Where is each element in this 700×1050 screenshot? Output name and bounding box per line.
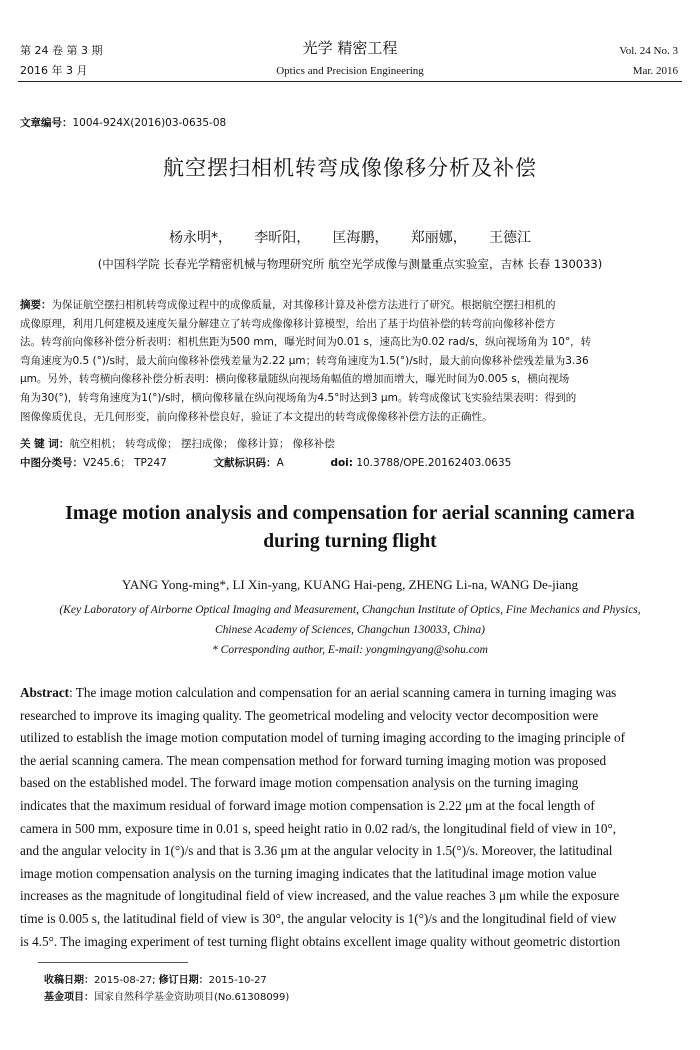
abstract-en-line: image motion compensation analysis on the turning imaging indicates that the latitudinal image motion value: [20, 865, 597, 881]
clc-label: 中图分类号：: [20, 457, 83, 469]
article-number: [20, 116, 226, 130]
article-number-label: 文章编号：: [20, 117, 73, 129]
affiliation-cn: (中国科学院 长春光学精密机械与物理研究所 航空光学成像与测量重点实验室，吉林 长春 130033): [97, 257, 603, 271]
doi-value: 10.3788/OPE.20162403.0635: [356, 457, 512, 469]
footnote-fund: [44, 990, 289, 1006]
classification-line: [20, 455, 680, 471]
keywords-label: 关 键 词：: [20, 438, 70, 450]
revised-value: 2015-10-27: [208, 975, 267, 986]
authors-en: YANG Yong-ming*, LI Xin-yang, KUANG Hai-peng, ZHENG Li-na, WANG De-jiang: [121, 577, 579, 592]
title-en-line-2: during turning flight: [263, 531, 437, 552]
fund-value: 国家自然科学基金资助项目(No.61308099): [94, 992, 290, 1003]
affiliation-en: [0, 600, 700, 660]
abstract-en-line: and the angular velocity in 1(°)/s and that is 3.36 μm at the angular velocity in 1.5(°)/s. Moreover, the latitudinal: [20, 843, 613, 859]
fund-label: 基金项目：: [44, 992, 94, 1003]
received-value: 2015-08-27;: [94, 975, 156, 986]
journal-title-en: Optics and Precision Engineering: [276, 65, 424, 77]
abstract-en: [20, 682, 680, 953]
abstract-cn-line: 弯角速度为0.5 (°)/s时，最大前向像移补偿残差量为2.22 μm；转弯角速度为1.5(°)/s时，最大前向像移补偿残差量为3.36: [20, 354, 589, 367]
abstract-cn-label: 摘要：: [20, 299, 52, 311]
abstract-cn: [20, 296, 680, 426]
affiliation-en-line-2: Chinese Academy of Sciences, Changchun 130033, China): [215, 624, 485, 636]
header-date-en: Mar. 2016: [632, 65, 678, 77]
header-volume-issue-en: Vol. 24 No. 3: [619, 45, 678, 57]
abstract-en-line: time is 0.005 s, the latitudinal field of view is 30°, the angular velocity is 1(°)/s and the longitudinal field of view: [20, 910, 617, 926]
abstract-en-label: Abstract: [20, 685, 70, 700]
abstract-en-line: the aerial scanning camera. The mean compensation method for forward turning imaging motion was proposed: [20, 752, 607, 768]
journal-title-cn: 光学 精密工程: [302, 39, 398, 57]
abstract-en-line: researched to improve its imaging quality. The geometrical modeling and velocity vector decomposition were: [20, 707, 599, 723]
keywords-value: 航空相机； 转弯成像； 摆扫成像； 像移计算； 像移补偿: [69, 438, 335, 450]
title-en-line-1: Image motion analysis and compensation for aerial scanning camera: [65, 503, 635, 524]
title-en: [0, 500, 700, 556]
author-cn-4: 郑丽娜，: [410, 230, 467, 246]
abstract-cn-line: 角为30(°)，转弯角速度为1(°)/s时，横向像移量在纵向视场角为4.5°时达到3 μm。转弯成像试飞实验结果表明：得到的: [20, 391, 577, 404]
revised-label: 修订日期：: [158, 975, 209, 986]
abstract-en-line: camera in 500 mm, exposure time in 0.01 s, speed height ratio in 0.02 rad/s, the longitudinal field of view in 10°,: [20, 820, 617, 836]
received-label: 收稿日期：: [44, 975, 94, 986]
author-cn-3: 匡海鹏，: [332, 230, 389, 246]
header-date-cn: 2016 年 3 月: [20, 64, 88, 77]
footnote-rule: [38, 962, 188, 963]
keywords-cn: [20, 436, 680, 452]
abstract-cn-line: 图像像质优良，无几何形变，前向像移补偿良好，验证了本文提出的转弯成像像移补偿方法的正确性。: [20, 410, 493, 423]
abstract-en-line: based on the established model. The forward image motion compensation analysis on the turning imaging: [20, 775, 579, 791]
article-number-value: 1004-924X(2016)03-0635-08: [72, 117, 227, 129]
header-volume-issue-cn: 第 24 卷 第 3 期: [20, 44, 103, 57]
footnote-dates: [44, 973, 267, 989]
author-cn-2: 李昕阳，: [254, 230, 311, 246]
doi-label: doi:: [330, 457, 353, 469]
abstract-en-line: utilized to establish the image motion computation model of turning imaging according to the imaging principle of: [20, 730, 626, 746]
affiliation-en-line-1: (Key Laboratory of Airborne Optical Imaging and Measurement, Changchun Institute of Optics, Fine Mechanics and Physics,: [59, 604, 641, 616]
abstract-en-line: increases as the magnitude of longitudinal field of view increased, and the value reaches 3 μm while the exposure: [20, 888, 620, 904]
abstract-en-line: is 4.5°. The imaging experiment of test turning flight obtains excellent image quality without geometric distortion: [20, 933, 621, 949]
abstract-en-line: indicates that the maximum residual of forward image motion compensation is 2.22 μm at the focal length of: [20, 797, 595, 813]
abstract-cn-line: 摘要：为保证航空摆扫相机转弯成像过程中的成像质量，对其像移计算及补偿方法进行了研究。根据航空摆扫相机的: [20, 299, 556, 311]
abstract-en-line: Abstract: The image motion calculation and compensation for an aerial scanning camera in turning imaging was: [20, 685, 617, 700]
header-rule: [18, 81, 682, 82]
doc-code-value: A: [276, 457, 284, 469]
doc-code-label: 文献标识码：: [213, 457, 277, 469]
abstract-cn-line: 法。转弯前向像移补偿分析表明：相机焦距为500 mm，曝光时间为0.01 s，速高比为0.02 rad/s，纵向视场角为 10°，转: [20, 336, 592, 349]
authors-cn: [0, 228, 700, 248]
title-cn: 航空摆扫相机转弯成像像移分析及补偿: [163, 156, 537, 180]
clc-value: V245.6； TP247: [83, 457, 167, 469]
corresponding-author: * Corresponding author, E-mail: yongmingyang@sohu.com: [212, 644, 488, 656]
abstract-cn-line: μm。另外，转弯横向像移补偿分析表明：横向像移量随纵向视场角幅值的增加而增大，曝光时间为0.005 s，横向视场: [20, 373, 570, 386]
abstract-cn-line: 成像原理，利用几何建模及速度矢量分解建立了转弯成像像移计算模型，给出了基于均值补偿的转弯前向像移补偿方: [20, 317, 556, 330]
author-cn-5: 王德江: [489, 230, 532, 246]
author-cn-1: 杨永明*，: [168, 230, 232, 246]
